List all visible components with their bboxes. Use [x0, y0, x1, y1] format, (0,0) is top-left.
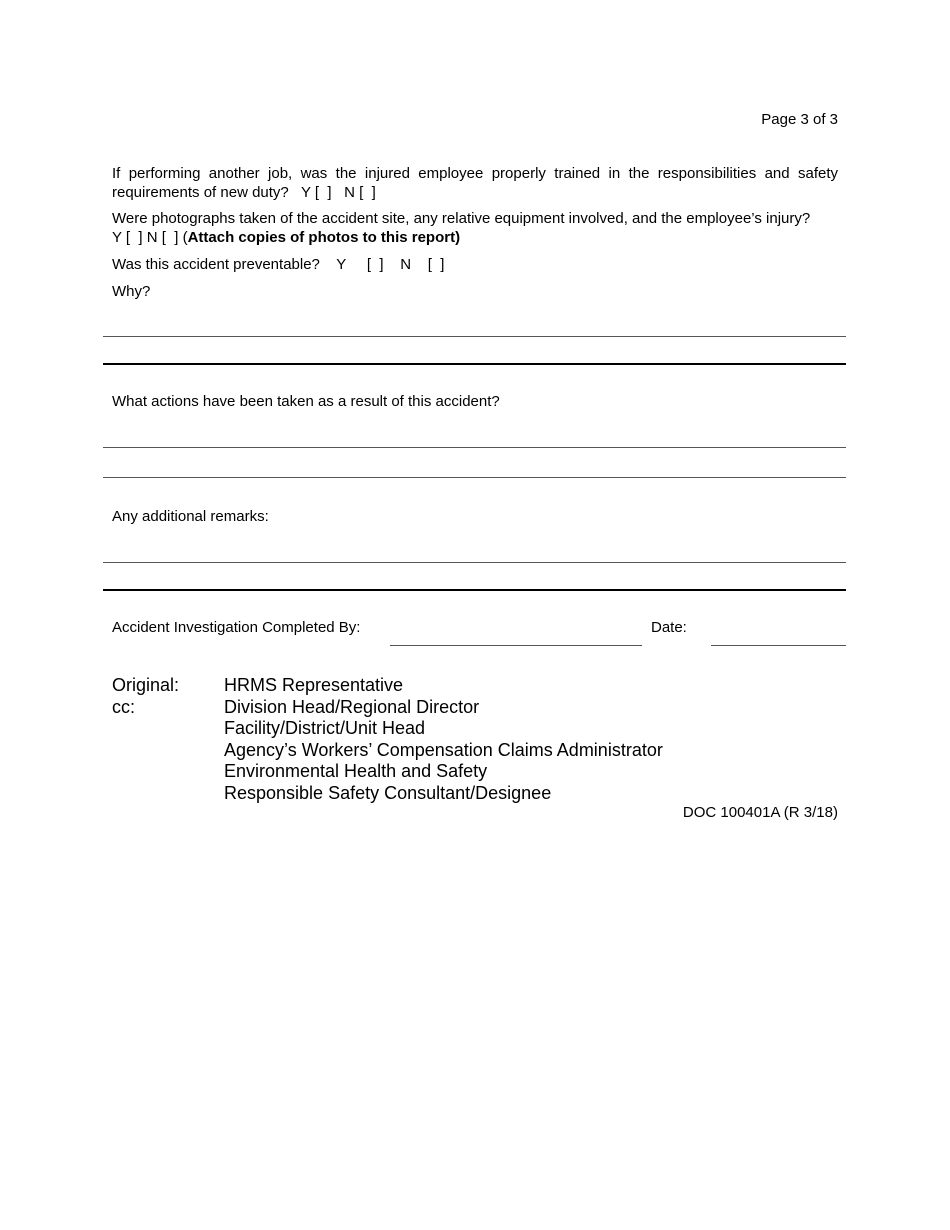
distribution-list — [224, 675, 663, 805]
distribution-recipient: Agency’s Workers’ Compensation Claims Administrator — [224, 739, 663, 760]
original-label: Original: — [112, 675, 180, 695]
distribution-recipient: Environmental Health and Safety — [224, 761, 488, 782]
photos-attach-instruction: Attach copies of photos to this report) — [187, 229, 461, 246]
actions-answer-line-2[interactable] — [103, 477, 846, 478]
distribution-recipient: Division Head/Regional Director — [224, 696, 480, 717]
actions-label: What actions have been taken as a result of this accident? — [112, 393, 500, 410]
remarks-answer-line-2[interactable] — [103, 589, 846, 591]
distribution-recipient: Responsible Safety Consultant/Designee — [224, 782, 552, 803]
document-code: DOC 100401A (R 3/18) — [682, 804, 838, 821]
why-label: Why? — [112, 283, 151, 300]
distribution-recipient: HRMS Representative — [224, 675, 404, 695]
why-answer-line-2[interactable] — [103, 363, 846, 365]
date-label: Date: — [651, 619, 687, 636]
completed-by-signature-line[interactable] — [390, 645, 642, 646]
distribution-recipient: Facility/District/Unit Head — [224, 718, 426, 739]
page-number: Page 3 of 3 — [761, 111, 838, 128]
completed-by-label: Accident Investigation Completed By: — [112, 619, 361, 636]
cc-label: cc: — [112, 697, 136, 717]
preventable-question: Was this accident preventable? Y [ ] N [ ] — [112, 256, 445, 273]
actions-answer-line-1[interactable] — [103, 447, 846, 448]
remarks-answer-line-1[interactable] — [103, 562, 846, 563]
photos-question-line1: Were photographs taken of the accident site, any relative equipment involved, and the employee’s injury? — [112, 210, 811, 227]
date-signature-line[interactable] — [711, 645, 846, 646]
training-question-line2: requirements of new duty? Y [ ] N [ ] — [112, 184, 376, 201]
remarks-label: Any additional remarks: — [112, 508, 269, 525]
why-answer-line-1[interactable] — [103, 336, 846, 337]
photos-question-line2 — [112, 228, 460, 247]
photos-yn-checkboxes: Y [ ] N [ ] ( — [112, 229, 188, 246]
training-question-line1: If performing another job, was the injured employee properly trained in the responsibilities and safety — [112, 165, 838, 182]
